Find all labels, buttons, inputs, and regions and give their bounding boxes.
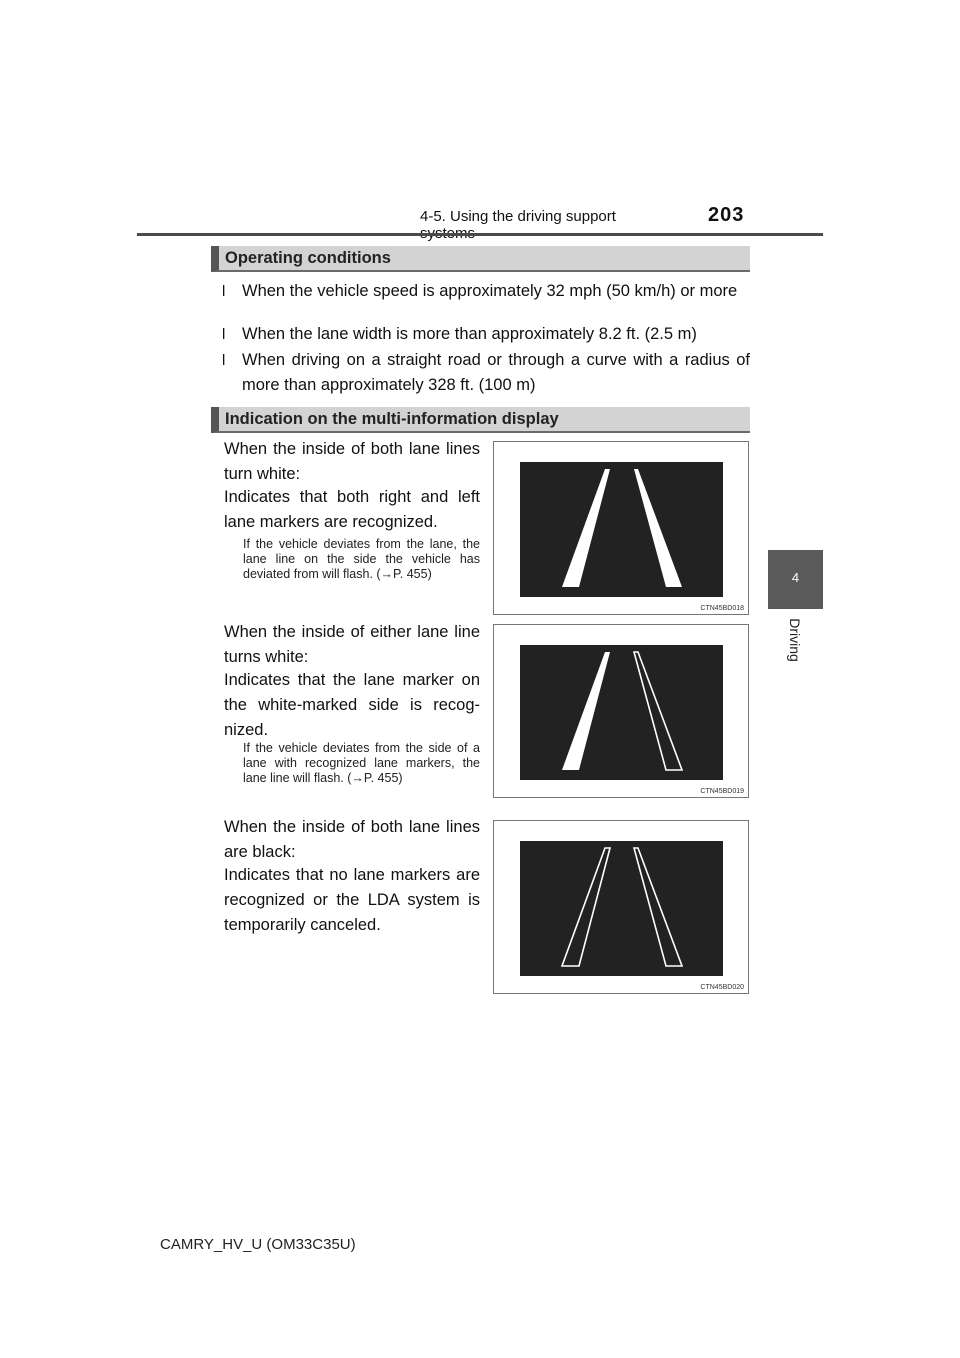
section-title: 4-5. Using the driving support: [420, 208, 616, 225]
figure-both-lines-black: [493, 820, 749, 994]
figure-both-lines-white: [493, 441, 749, 615]
display-screen: [520, 645, 723, 780]
manual-id: CAMRY_HV_U (OM33C35U): [160, 1236, 356, 1253]
page-number: 203: [708, 204, 745, 226]
indication-heading-text: Indication on the multi-information display: [225, 410, 559, 428]
indication-1-meaning: Indicates that both right and left lane markers are recognized.: [224, 488, 480, 531]
indication-1-condition: When the inside of both lane lines turn white:: [224, 440, 480, 483]
figure-code: CTN45BD019: [700, 788, 744, 795]
indication-2-condition: When the inside of either lane line turns white:: [224, 623, 480, 666]
figure-one-line-white: [493, 624, 749, 798]
operating-conditions-heading: [211, 246, 750, 272]
figure-code: CTN45BD020: [700, 984, 744, 991]
lane-lines-graphic: [520, 841, 723, 976]
right-lane-line-outline: [634, 652, 682, 770]
lane-lines-graphic: [520, 462, 723, 597]
condition-bullet-1: [222, 279, 750, 304]
right-lane-line-outline: [634, 848, 682, 966]
condition-bullet-text: When the lane width is more than approximately 8.2 ft. (2.5 m): [242, 325, 697, 343]
lane-lines-graphic: [520, 645, 723, 780]
bullet-marker: l: [222, 352, 226, 369]
figure-code: CTN45BD018: [700, 605, 744, 612]
right-lane-line-white: [634, 469, 682, 587]
chapter-number: 4: [791, 570, 800, 585]
bullet-marker: l: [222, 326, 226, 343]
condition-bullet-text: When driving on a straight road or through a curve with a radius of more than approximately 328 ft. (100 m): [242, 351, 750, 394]
operating-conditions-heading-text: Operating conditions: [225, 249, 391, 267]
condition-bullet-2: [222, 322, 750, 347]
display-screen: [520, 462, 723, 597]
indication-3-condition: When the inside of both lane lines are black:: [224, 818, 480, 861]
indication-1-note: If the vehicle deviates from the lane, the lane line on the side the vehicle has deviated from will flash. (→P. 455): [243, 537, 480, 581]
header-rule: [137, 233, 823, 236]
left-lane-line-white: [562, 469, 610, 587]
bullet-marker: l: [222, 283, 226, 300]
left-lane-line-white: [562, 652, 610, 770]
condition-bullet-3: [222, 348, 750, 398]
display-screen: [520, 841, 723, 976]
condition-bullet-text: When the vehicle speed is approximately 32 mph (50 km/h) or more: [242, 282, 738, 300]
indication-2-note: If the vehicle deviates from the side of a lane with recognized lane markers, the lane line will flash. (→P. 455): [243, 741, 480, 785]
indication-2-meaning: Indicates that the lane marker on the white-marked side is recog-nized.: [224, 671, 480, 739]
indication-3-meaning: Indicates that no lane markers are recognized or the LDA system is temporarily canceled.: [224, 866, 480, 934]
indication-heading: [211, 407, 750, 433]
left-lane-line-outline: [562, 848, 610, 966]
chapter-label: Driving: [787, 618, 803, 662]
